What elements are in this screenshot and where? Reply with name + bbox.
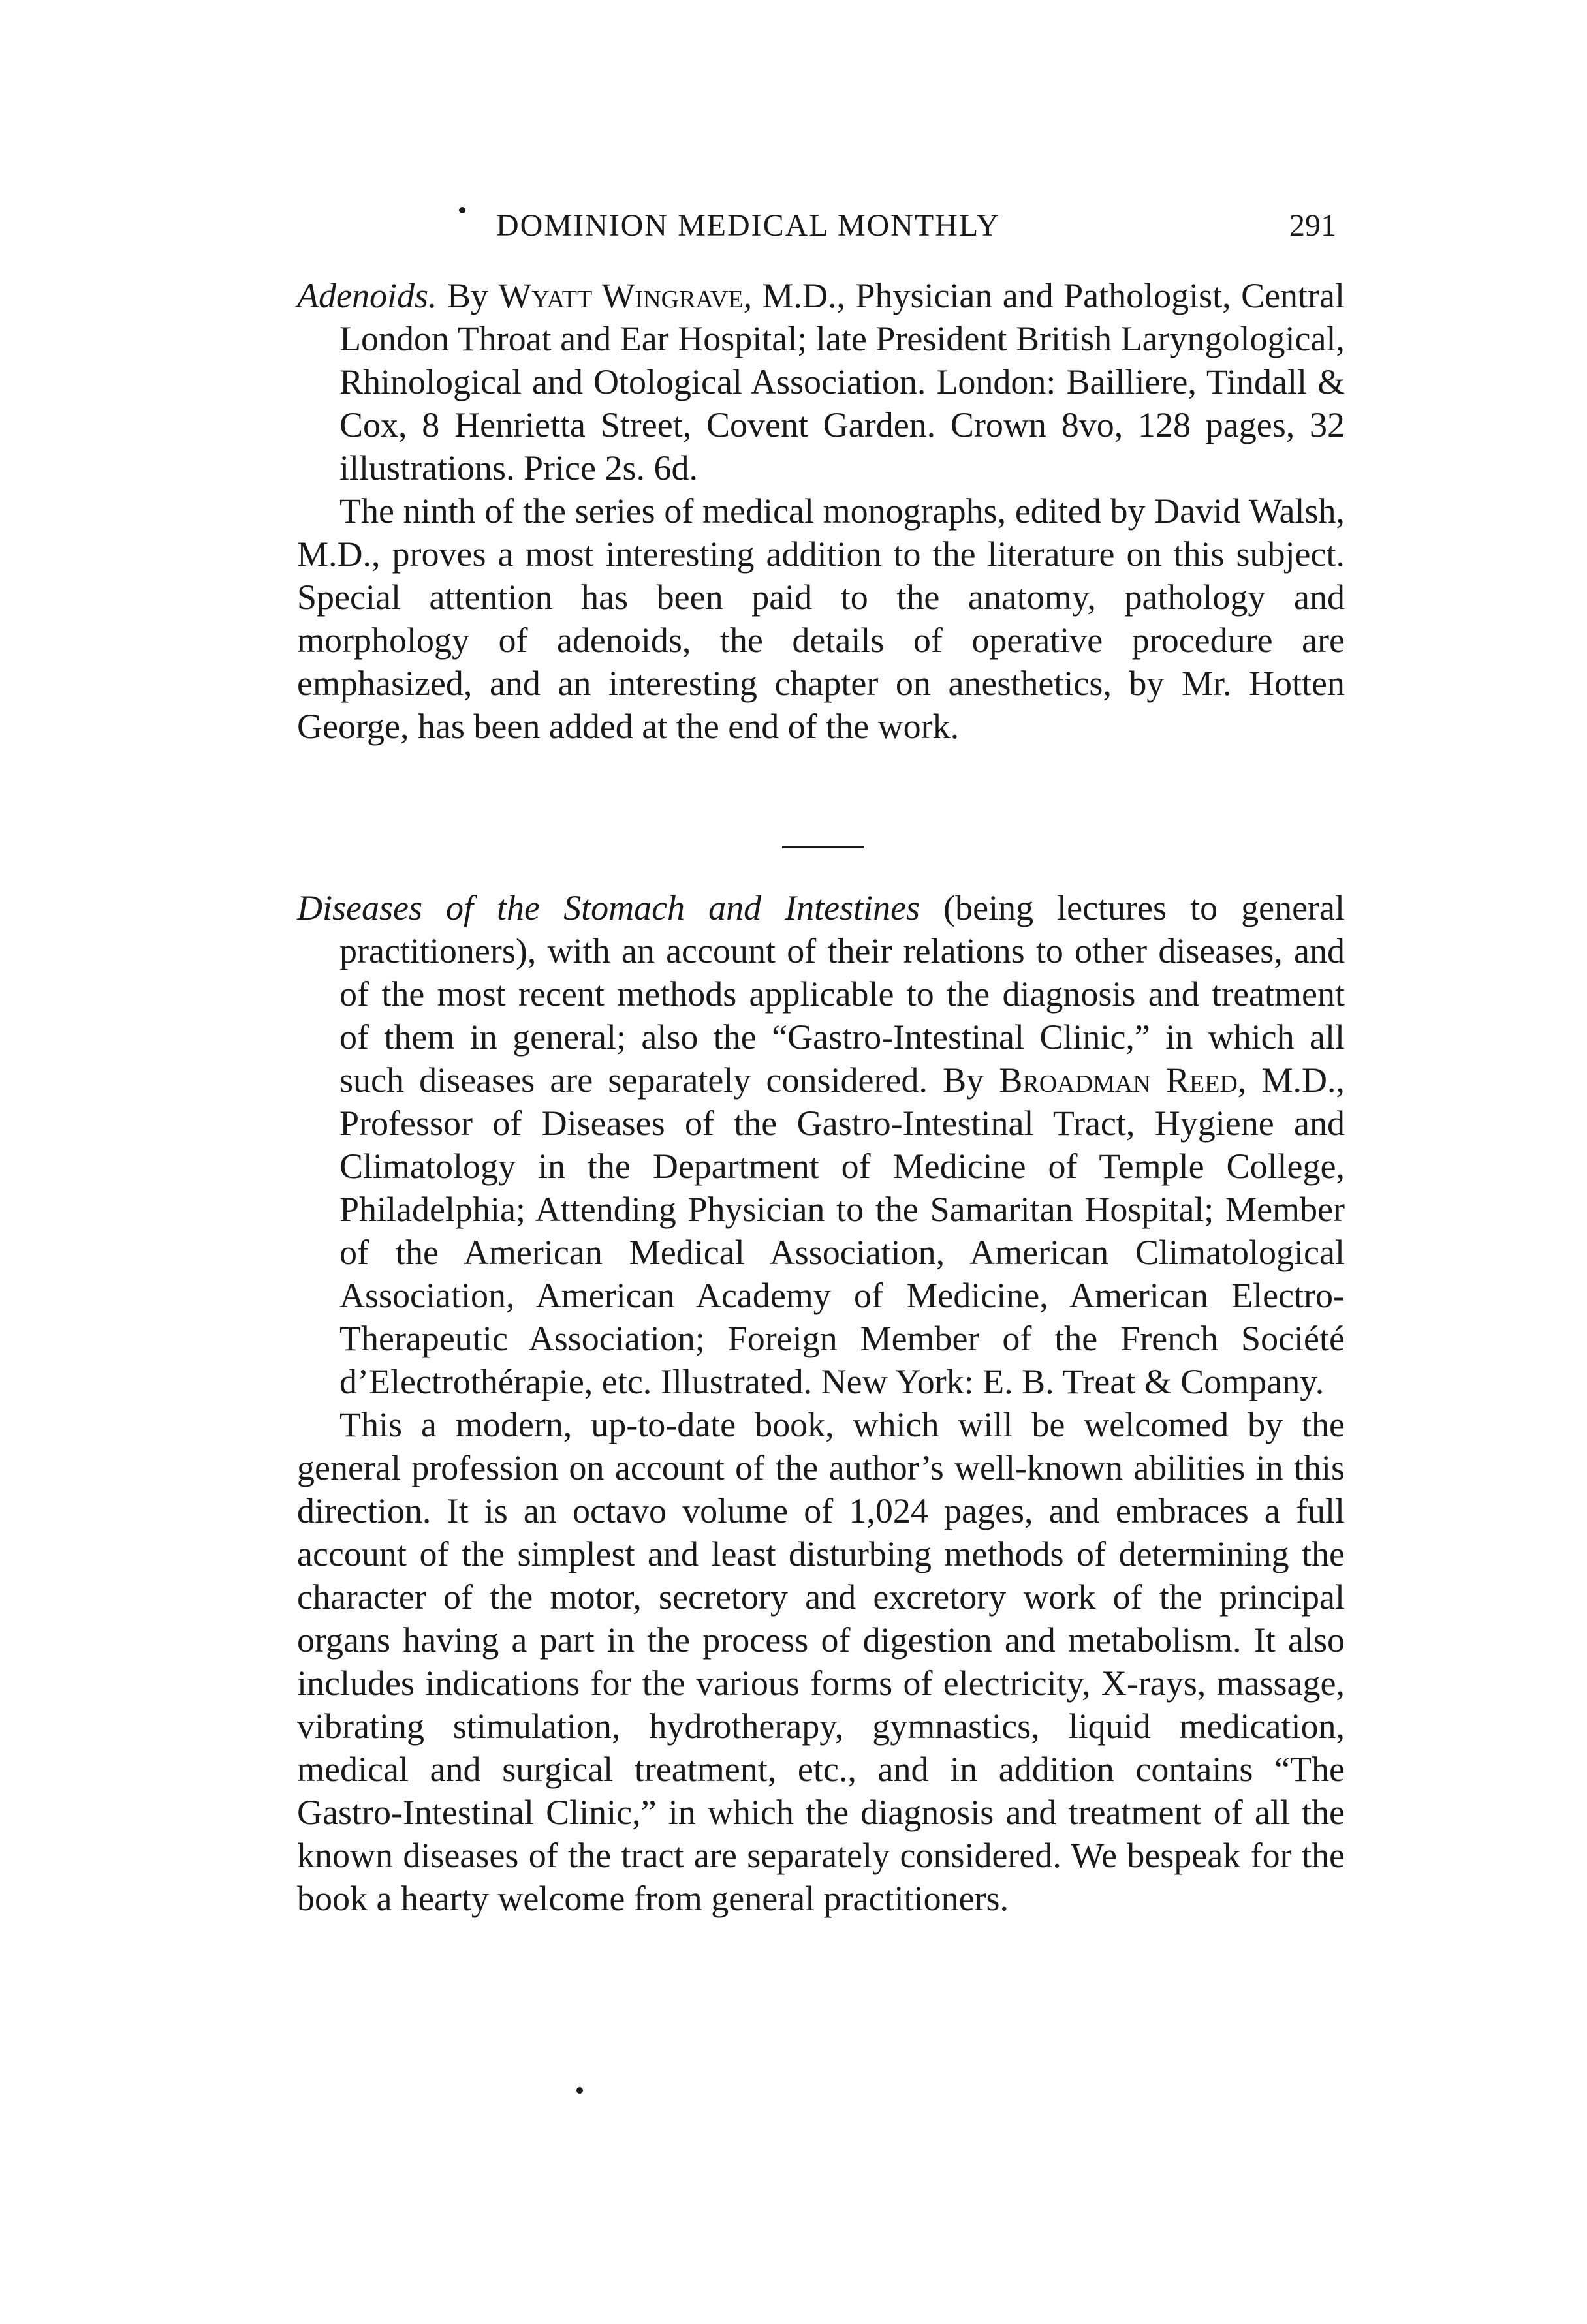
book-details: (being lectures to general practitioners), with an account of their relations to other diseases, and of the most recent methods applicable to the diagnosis and treatment of them in general; also the “Gastro-Intestinal Clinic,” in which all such diseases are separately considered.	[339, 888, 1345, 1100]
review-adenoids	[297, 274, 1345, 748]
review-stomach-intestines	[297, 886, 1345, 1920]
running-title: DOMINION MEDICAL MONTHLY	[496, 208, 1001, 243]
book-author: Wyatt Wingrave,	[498, 276, 753, 315]
review-text: This a modern, up-to-date book, which will be welcomed by the general profession on account of the author’s well-known abilities in this direction. It is an octavo volume of 1,024 pages, and embraces a full account of the simplest and least disturbing methods of determining the character of the motor, secretory and excretory work of the principal organs having a part in the process of digestion and metabolism. It also includes indications for the various forms of electricity, X-rays, massage, vibrating stimulation, hydrotherapy, gymnastics, liquid medication, medical and surgical treatment, etc., and in addition contains “The Gastro-Intestinal Clinic,” in which the diagnosis and treatment of all the known diseases of the tract are separately considered. We bespeak for the book a hearty welcome from general practitioners.	[297, 1405, 1345, 1918]
book-citation	[297, 274, 1345, 489]
book-title: Diseases of the Stomach and Intestines	[297, 888, 920, 927]
page-number: 291	[1289, 208, 1336, 243]
printer-mark-bottom	[576, 2087, 583, 2094]
section-divider	[782, 846, 864, 848]
book-title: Adenoids.	[297, 276, 437, 315]
review-text: The ninth of the series of medical monographs, edited by David Walsh, M.D., proves a most interesting addition to the literature on this subject. Special attention has been paid to the anatomy, pathology and morphology of adenoids, the details of operative procedure are emphasized, and an interesting chapter on anesthetics, by Mr. Hotten George, has been added at the end of the work.	[297, 491, 1345, 746]
book-details-continued: M.D., Professor of Diseases of the Gastro-Intestinal Tract, Hygiene and Climatology in the Department of Medicine of Temple College, Philadelphia; Attending Physician to the Samaritan Hospital; Member of the American Medical Association, American Climatological Association, American Academy of Medicine, American Electro-Therapeutic Association; Foreign Member of the French Société d’Electrothérapie, etc. Illustrated. New York: E. B. Treat & Company.	[339, 1061, 1345, 1401]
book-citation	[297, 886, 1345, 1403]
by-word: By	[447, 276, 488, 315]
printer-mark-top	[459, 207, 465, 213]
book-details: M.D., Physician and Pathologist, Central London Throat and Ear Hospital; late President British Laryngological, Rhinological and Otological Association. London: Bailliere, Tindall & Cox, 8 Henrietta Street, Covent Garden. Crown 8vo, 128 pages, 32 illustrations. Price 2s. 6d.	[339, 276, 1345, 488]
by-word: By	[943, 1061, 984, 1100]
book-author: Broadman Reed,	[999, 1061, 1247, 1100]
